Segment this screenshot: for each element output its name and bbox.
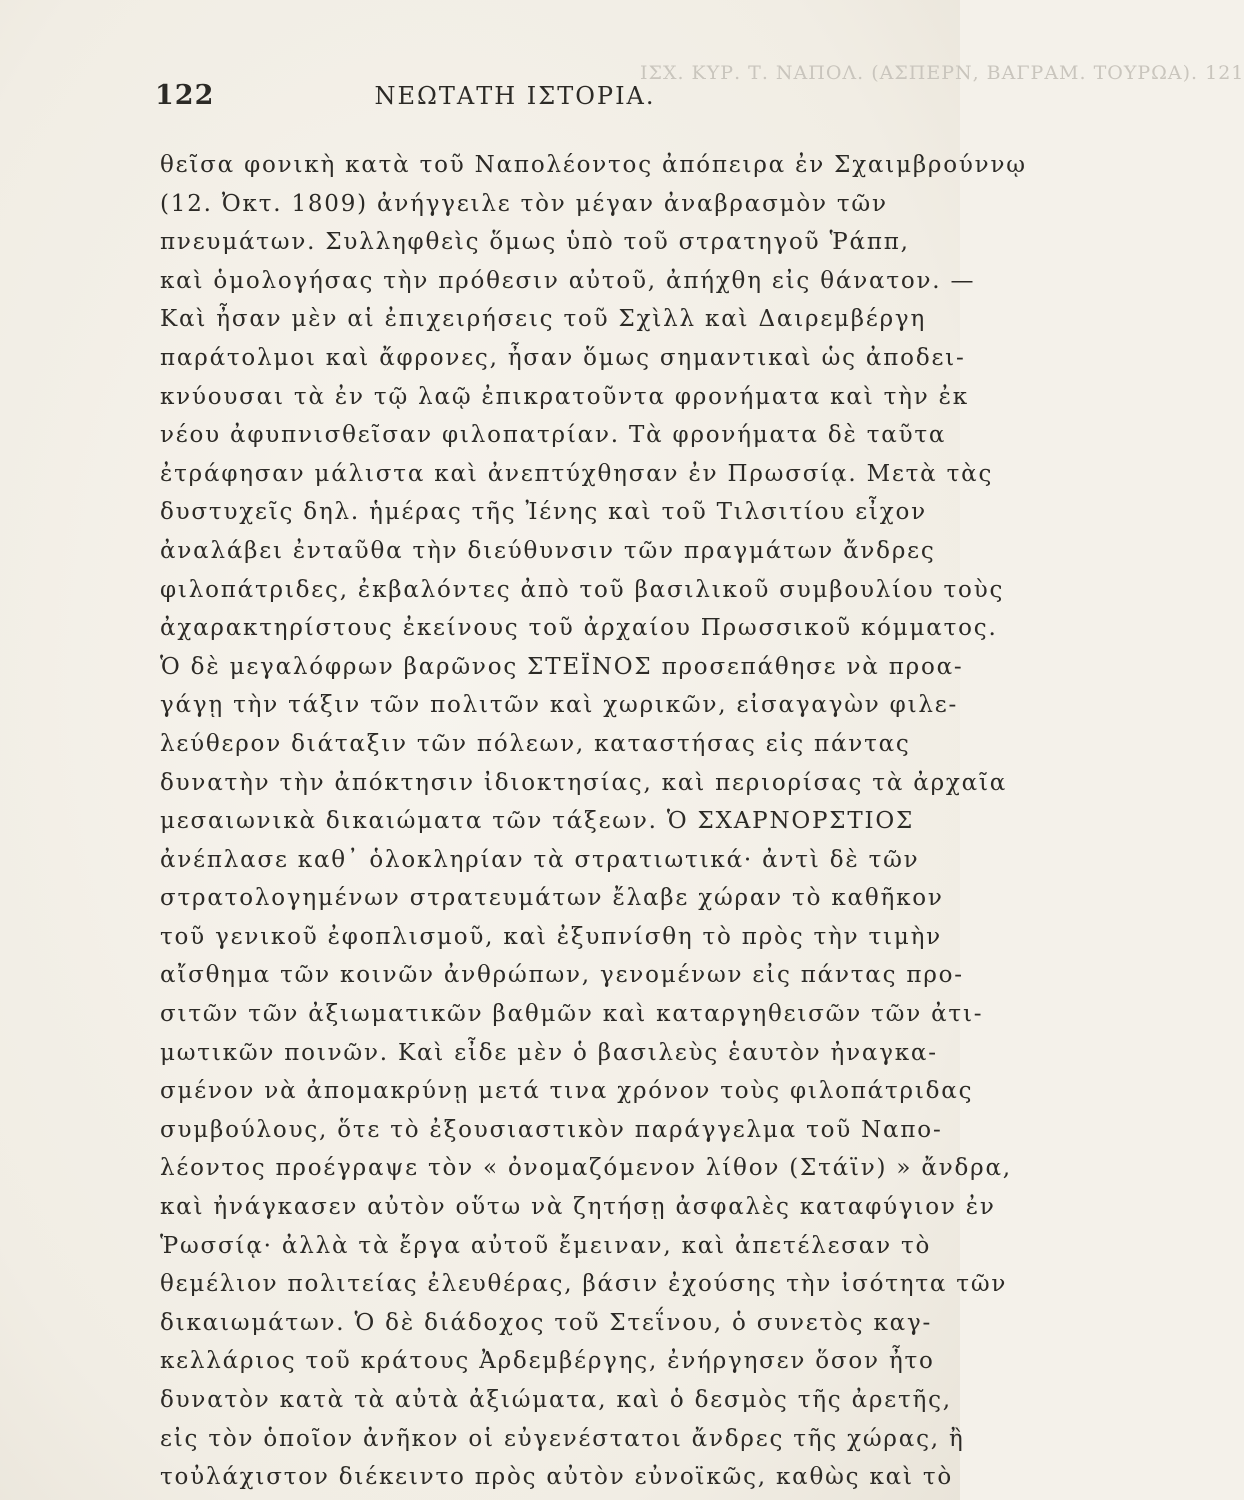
text-line: τοὐλάχιστον διέκειντο πρὸς αὐτὸν εὐνοϊκῶς, καθὼς καὶ τὸ [160,1464,954,1491]
text-line: κελλάριος τοῦ κράτους Ἀρδεμβέργης, ἐνήργησεν ὅσον ἦτο [160,1348,935,1375]
running-title: ΝΕΩΤΑΤΗ ΙΣΤΟΡΙΑ. [374,82,656,110]
text-line: πνευμάτων. Συλληφθεὶς ὅμως ὑπὸ τοῦ στρατηγοῦ Ῥάππ, [160,229,910,256]
text-line: νέου ἀφυπνισθεῖσαν φιλοπατρίαν. Τὰ φρονήματα δὲ ταῦτα [160,422,947,449]
text-line: θεμέλιον πολιτείας ἐλευθέρας, βάσιν ἐχούσης τὴν ἰσότητα τῶν [160,1271,1008,1298]
text-line: δυστυχεῖς δηλ. ἡμέρας τῆς Ἰένης καὶ τοῦ Τιλσιτίου εἶχον [160,499,927,526]
text-line: κνύουσαι τὰ ἐν τῷ λαῷ ἐπικρατοῦντα φρονήματα καὶ τὴν ἐκ [160,383,969,410]
body-text [160,146,1027,1497]
text-line: σμένον νὰ ἀπομακρύνῃ μετά τινα χρόνον τοὺς φιλοπάτριδας [160,1078,974,1105]
text-line: σιτῶν τῶν ἀξιωματικῶν βαθμῶν καὶ καταργηθεισῶν τῶν ἀτι- [160,1001,984,1028]
text-line: ἐτράφησαν μάλιστα καὶ ἀνεπτύχθησαν ἐν Πρωσσίᾳ. Μετὰ τὰς [160,460,994,487]
text-line: δυνατὸν κατὰ τὰ αὐτὰ ἀξιώματα, καὶ ὁ δεσμὸς τῆς ἀρετῆς, [160,1387,952,1413]
text-line: αἴσθημα τῶν κοινῶν ἀνθρώπων, γενομένων εἰς πάντας προ- [160,962,964,989]
text-line: (12. Ὀκτ. 1809) ἀνήγγειλε τὸν μέγαν ἀναβρασμὸν τῶν [160,190,888,217]
text-line: θεῖσα φονικὴ κατὰ τοῦ Ναπολέοντος ἀπόπειρα ἐν Σχαιμβρούννῳ [160,152,1027,178]
text-line: μεσαιωνικὰ δικαιώματα τῶν τάξεων. Ὁ ΣΧΑΡΝΟΡΣΤΙΟΣ [160,808,915,835]
text-line: εἰς τὸν ὁποῖον ἀνῆκον οἱ εὐγενέστατοι ἄνδρες τῆς χώρας, ἢ [160,1425,965,1452]
page-number: 122 [155,80,215,111]
text-line: μωτικῶν ποινῶν. Καὶ εἶδε μὲν ὁ βασιλεὺς ἑαυτὸν ἠναγκα- [160,1039,938,1066]
text-line: τοῦ γενικοῦ ἐφοπλισμοῦ, καὶ ἐξυπνίσθη τὸ πρὸς τὴν τιμὴν [160,923,942,950]
text-line: φιλοπάτριδες, ἐκβαλόντες ἀπὸ τοῦ βασιλικοῦ συμβουλίου τοὺς [160,576,1005,603]
text-line: Ῥωσσίᾳ· ἀλλὰ τὰ ἔργα αὐτοῦ ἔμειναν, καὶ ἀπετέλεσαν τὸ [160,1232,932,1259]
text-line: Καὶ ἦσαν μὲν αἱ ἐπιχειρήσεις τοῦ Σχὶλλ καὶ Δαιρεμβέργη [160,306,927,333]
text-line: καὶ ἠνάγκασεν αὐτὸν οὕτω νὰ ζητήσῃ ἀσφαλὲς καταφύγιον ἐν [160,1194,996,1221]
text-line: δικαιωμάτων. Ὁ δὲ διάδοχος τοῦ Στεΐνου, ὁ συνετὸς καγ- [160,1309,933,1336]
show-through-heading: ΙΣΧ. ΚΥΡ. Τ. ΝΑΠΟΛ. (ΑΣΠΕΡΝ, ΒΑΓΡΑΜ. ΤΟΥΡΩΑ). 121 [640,62,1244,84]
page-header [155,80,875,120]
text-line: λέοντος προέγραψε τὸν « ὀνομαζόμενον λίθον (Στάϊν) » ἄνδρα, [160,1155,1012,1182]
text-line: καὶ ὁμολογήσας τὴν πρόθεσιν αὐτοῦ, ἀπήχθη εἰς θάνατον. — [160,267,976,294]
text-line: λεύθερον διάταξιν τῶν πόλεων, καταστήσας εἰς πάντας [160,730,911,757]
text-line: γάγῃ τὴν τάξιν τῶν πολιτῶν καὶ χωρικῶν, εἰσαγαγὼν φιλε- [160,692,959,719]
text-line: ἀνέπλασε καθ᾽ ὁλοκληρίαν τὰ στρατιωτικά· ἀντὶ δὲ τῶν [160,846,920,873]
text-line: στρατολογημένων στρατευμάτων ἔλαβε χώραν τὸ καθῆκον [160,885,944,912]
text-line: δυνατὴν τὴν ἀπόκτησιν ἰδιοκτησίας, καὶ περιορίσας τὰ ἀρχαῖα [160,769,1008,796]
text-line: Ὁ δὲ μεγαλόφρων βαρῶνος ΣΤΕΪΝΟΣ προσεπάθησε νὰ προα- [160,653,964,680]
text-line: ἀχαρακτηρίστους ἐκείνους τοῦ ἀρχαίου Πρωσσικοῦ κόμματος. [160,615,998,642]
text-line: συμβούλους, ὅτε τὸ ἐξουσιαστικὸν παράγγελμα τοῦ Ναπο- [160,1116,943,1143]
text-line: παράτολμοι καὶ ἄφρονες, ἦσαν ὅμως σημαντικαὶ ὡς ἀποδει- [160,344,966,371]
text-line: ἀναλάβει ἐνταῦθα τὴν διεύθυνσιν τῶν πραγμάτων ἄνδρες [160,537,936,564]
